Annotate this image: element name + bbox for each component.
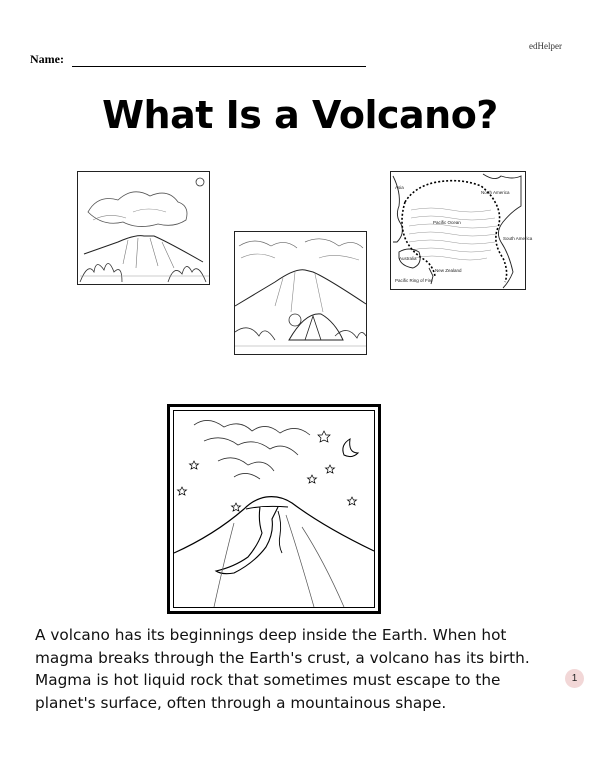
paragraph-line: planet's surface, often through a mountainous shape.	[35, 693, 447, 712]
tent-volcano-illustration	[234, 231, 367, 355]
map-label-pacific-ocean: Pacific Ocean	[433, 220, 461, 225]
page-number-badge: 1	[565, 669, 584, 688]
map-label-north-america: North America	[481, 190, 510, 195]
paragraph-line: A volcano has its beginnings deep inside the Earth. When hot	[35, 626, 507, 644]
map-label-new-zealand: New Zealand	[435, 268, 462, 273]
page-title: What Is a Volcano?	[102, 93, 498, 137]
volcano-paragraph	[35, 624, 555, 714]
map-label-australia: Australia	[399, 256, 417, 261]
map-label-ring-of-fire: Pacific Ring of Fire	[395, 278, 433, 283]
map-label-south-america: South America	[503, 236, 533, 241]
paragraph-line: Magma is hot liquid rock that sometimes must escape to the	[35, 671, 501, 689]
ring-of-fire-map	[390, 171, 533, 290]
erupting-volcano-illustration	[167, 404, 381, 614]
map-label-asia: Asia	[395, 185, 404, 190]
paragraph-line: magma breaks through the Earth's crust, a volcano has its birth.	[35, 648, 530, 667]
name-label: Name:	[30, 52, 64, 66]
name-field-row	[30, 52, 366, 67]
brand-label: edHelper	[529, 41, 562, 51]
volcano-jungle-illustration	[77, 171, 210, 285]
name-field-line[interactable]	[72, 54, 366, 67]
